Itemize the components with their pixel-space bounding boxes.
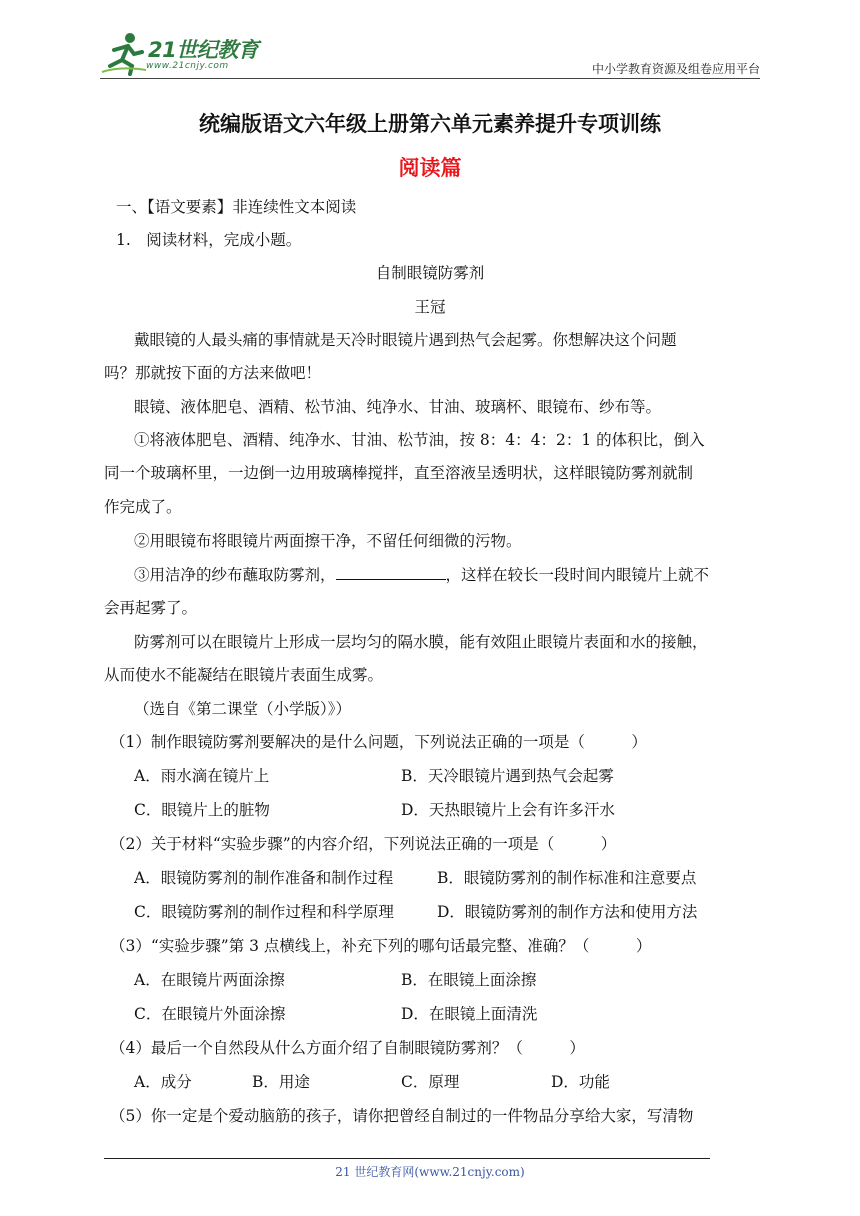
paragraph-2: 眼镜、液体肥皂、酒精、松节油、纯净水、甘油、玻璃杯、眼镜布、纱布等。 [134,398,662,416]
page-subtitle: 阅读篇 [398,155,462,180]
q1-option-c[interactable]: C．眼镜片上的脏物 [134,801,270,819]
logo-text: 21世纪教育 [148,38,259,62]
paragraph-5-text-a: ③用洁净的纱布蘸取防雾剂， [134,566,336,584]
page-title: 统编版语文六年级上册第六单元素养提升专项训练 [199,111,661,136]
paragraph-3-line-2: 同一个玻璃杯里，一边倒一边用玻璃棒搅拌，直至溶液呈透明状，这样眼镜防雾剂就制 [104,464,694,482]
paragraph-1-line-1: 戴眼镜的人最头痛的事情就是天冷时眼镜片遇到热气会起雾。你想解决这个问题 [134,331,677,349]
paragraph-3-line-3: 作完成了。 [104,498,182,516]
question-5: （5）你一定是个爱动脑筋的孩子，请你把曾经自制过的一件物品分享给大家，写清物 [110,1107,694,1125]
site-logo[interactable] [100,30,270,78]
page-header [100,30,760,78]
q2-option-d[interactable]: D．眼镜防雾剂的制作方法和使用方法 [437,903,698,921]
header-tagline: 中小学教育资源及组卷应用平台 [591,62,760,76]
q3-option-a[interactable]: A．在眼镜片两面涂擦 [134,971,285,989]
q1-option-b[interactable]: B．天冷眼镜片遇到热气会起雾 [401,767,614,785]
q3-option-d[interactable]: D．在眼镜上面清洗 [401,1005,538,1023]
question-1: （1）制作眼镜防雾剂要解决的是什么问题，下列说法正确的一项是（ ） [110,733,647,751]
q4-option-a[interactable]: A．成分 [134,1073,192,1091]
paragraph-5-line-2: 会再起雾了。 [104,599,198,617]
q4-option-d[interactable]: D．功能 [551,1073,610,1091]
logo-url: www.21cnjy.com [146,61,229,71]
paragraph-6-line-2: 从而使水不能凝结在眼镜片表面生成雾。 [104,666,384,684]
section-heading: 一、【语文要素】非连续性文本阅读 [116,198,357,216]
question-3: （3）“实验步骤”第 3 点横线上，补充下列的哪句话最完整、准确？（ ） [110,937,652,955]
question-4: （4）最后一个自然段从什么方面介绍了自制眼镜防雾剂？（ ） [110,1039,585,1057]
q3-option-c[interactable]: C．在眼镜片外面涂擦 [134,1005,286,1023]
q2-option-c[interactable]: C．眼镜防雾剂的制作过程和科学原理 [134,903,394,921]
q2-option-b[interactable]: B．眼镜防雾剂的制作标准和注意要点 [437,869,697,887]
q2-option-a[interactable]: A．眼镜防雾剂的制作准备和制作过程 [134,869,394,887]
article-source: （选自《第二课堂（小学版）》） [134,700,352,718]
header-divider [100,78,760,79]
q1-option-d[interactable]: D．天热眼镜片上会有许多汗水 [401,801,615,819]
q4-option-c[interactable]: C．原理 [401,1073,460,1091]
paragraph-5-text-b: ，这样在较长一段时间内眼镜片上就不 [445,566,710,584]
q4-option-b[interactable]: B．用途 [252,1073,310,1091]
runner-logo-icon [100,30,148,76]
footer-link[interactable]: 21 世纪教育网(www.21cnjy.com) [335,1165,525,1179]
paragraph-3-line-1: ①将液体肥皂、酒精、纯净水、甘油、松节油，按 8：4：4：2：1 的体积比，倒入 [134,431,705,449]
paragraph-6-line-1: 防雾剂可以在眼镜片上形成一层均匀的隔水膜，能有效阻止眼镜片表面和水的接触， [134,633,708,651]
paragraph-4: ②用眼镜布将眼镜片两面擦干净，不留任何细微的污物。 [134,532,522,550]
fill-in-blank[interactable] [336,565,446,580]
footer-divider [104,1158,710,1159]
question-intro: 1. 阅读材料，完成小题。 [116,231,302,249]
paragraph-1-line-2: 吗？那就按下面的方法来做吧！ [104,364,322,382]
q1-option-a[interactable]: A．雨水滴在镜片上 [134,767,270,785]
q3-option-b[interactable]: B．在眼镜上面涂擦 [401,971,537,989]
article-title: 自制眼镜防雾剂 [375,264,485,282]
article-author: 王冠 [414,298,446,316]
question-2: （2）关于材料“实验步骤”的内容介绍，下列说法正确的一项是（ ） [110,835,617,853]
paragraph-5-line-1 [134,564,709,586]
